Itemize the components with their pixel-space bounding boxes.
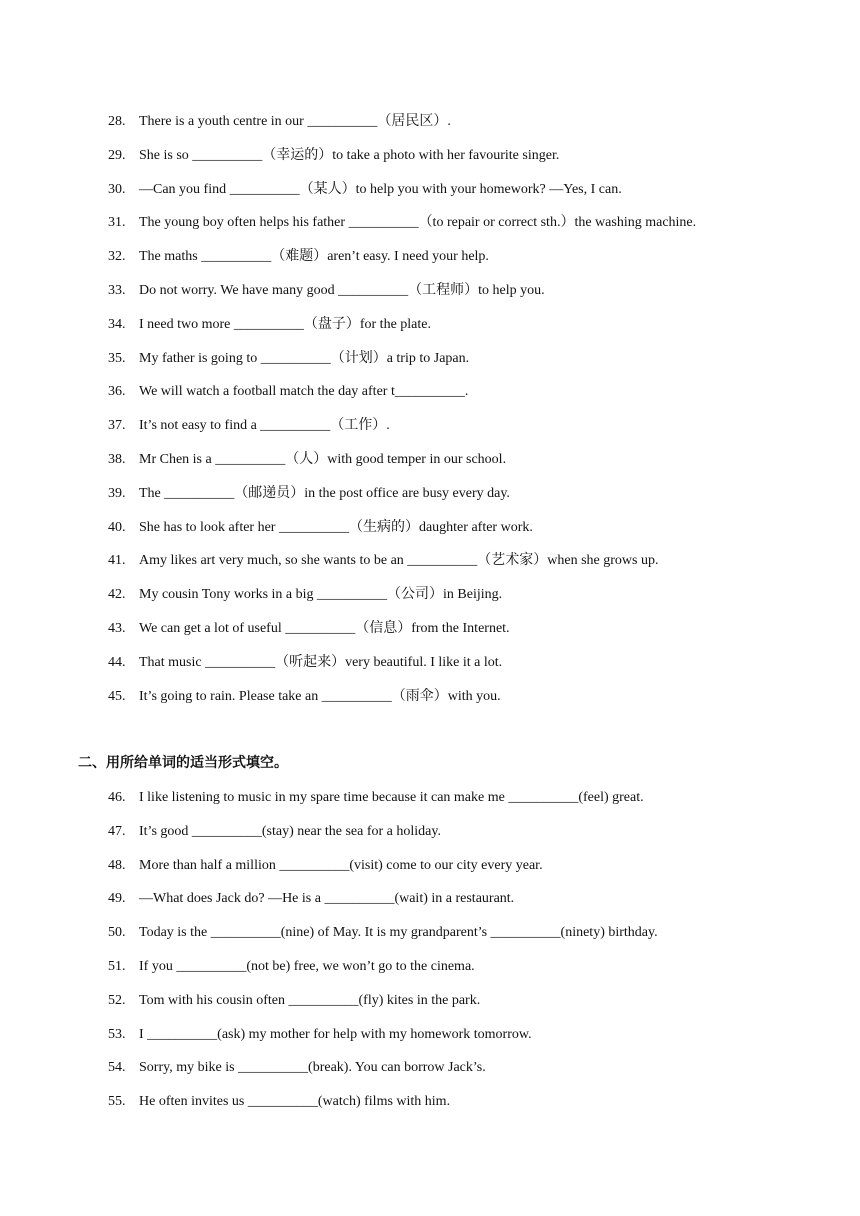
question-item (0, 380, 860, 414)
question-number: 31. (108, 215, 126, 231)
question-number: 38. (108, 451, 126, 467)
question-item (0, 989, 860, 1023)
question-text: Mr Chen is a __________（人）with good temper in our school. (139, 451, 507, 467)
question-number: 49. (108, 891, 126, 907)
question-number: 53. (108, 1026, 126, 1042)
question-number: 28. (108, 114, 126, 129)
question-text: I need two more __________（盘子）for the plate. (139, 316, 431, 332)
question-item (0, 921, 860, 955)
question-text: If you __________(not be) free, we won’t go to the cinema. (139, 958, 475, 974)
question-item (0, 1023, 860, 1057)
question-item (0, 549, 860, 583)
question-text: The maths __________（难题）aren’t easy. I need your help. (139, 249, 489, 265)
question-item (0, 1090, 860, 1124)
question-item (0, 516, 860, 550)
question-text: She has to look after her __________（生病的）daughter after work. (139, 519, 533, 535)
question-item (0, 1056, 860, 1090)
question-text: The __________（邮递员）in the post office are busy every day. (139, 485, 510, 501)
question-number: 33. (108, 282, 126, 298)
question-number: 55. (108, 1094, 126, 1110)
question-text: He often invites us __________(watch) films with him. (139, 1094, 451, 1110)
question-text: Sorry, my bike is __________(break). You can borrow Jack’s. (139, 1060, 486, 1076)
question-item (0, 347, 860, 381)
question-list-part1 (0, 110, 860, 718)
question-text: Do not worry. We have many good __________（工程师）to help you. (139, 282, 545, 298)
question-item (0, 414, 860, 448)
question-number: 42. (108, 587, 126, 603)
question-number: 43. (108, 620, 126, 636)
question-number: 30. (108, 181, 126, 197)
question-list-part2 (0, 786, 860, 1124)
question-text: More than half a million __________(visit) come to our city every year. (139, 857, 543, 873)
question-text: I like listening to music in my spare time because it can make me __________(feel) great. (139, 790, 644, 805)
question-item (0, 178, 860, 212)
question-text: It’s not easy to find a __________（工作）. (139, 418, 390, 434)
section-title: 二、用所给单词的适当形式填空。 (78, 755, 288, 771)
question-item (0, 617, 860, 651)
question-number: 40. (108, 519, 126, 535)
question-text: We can get a lot of useful __________（信息）from the Internet. (139, 620, 510, 636)
question-text: The young boy often helps his father __________（to repair or correct sth.）the washing machine. (139, 215, 697, 231)
question-number: 36. (108, 384, 126, 400)
question-number: 34. (108, 316, 126, 332)
question-number: 29. (108, 147, 126, 163)
question-text: My father is going to __________（计划）a trip to Japan. (139, 350, 470, 366)
question-item (0, 211, 860, 245)
question-number: 52. (108, 992, 126, 1008)
question-item (0, 685, 860, 719)
question-text: —Can you find __________（某人）to help you with your homework? —Yes, I can. (139, 181, 622, 197)
question-number: 54. (108, 1060, 126, 1076)
question-item (0, 786, 860, 820)
question-item (0, 313, 860, 347)
question-text: It’s going to rain. Please take an __________（雨伞）with you. (139, 688, 501, 704)
question-number: 50. (108, 925, 126, 941)
question-number: 47. (108, 823, 126, 839)
question-number: 44. (108, 654, 126, 670)
question-item (0, 110, 860, 144)
question-item (0, 955, 860, 989)
question-number: 46. (108, 790, 126, 805)
question-number: 48. (108, 857, 126, 873)
question-number: 35. (108, 350, 126, 366)
question-item (0, 651, 860, 685)
question-item (0, 583, 860, 617)
question-number: 45. (108, 688, 126, 704)
question-item (0, 144, 860, 178)
question-text: There is a youth centre in our __________（居民区）. (139, 114, 451, 129)
question-text: We will watch a football match the day after t__________. (139, 384, 469, 400)
question-text: Today is the __________(nine) of May. It is my grandparent’s __________(ninety) birthday. (139, 925, 658, 941)
question-text: She is so __________（幸运的）to take a photo with her favourite singer. (139, 147, 560, 163)
question-item (0, 448, 860, 482)
question-text: I __________(ask) my mother for help with my homework tomorrow. (139, 1026, 532, 1042)
question-item (0, 820, 860, 854)
question-text: My cousin Tony works in a big __________（公司）in Beijing. (139, 587, 503, 603)
question-text: —What does Jack do? —He is a __________(wait) in a restaurant. (139, 891, 515, 907)
question-item (0, 854, 860, 888)
question-number: 39. (108, 485, 126, 501)
question-number: 51. (108, 958, 126, 974)
question-item (0, 482, 860, 516)
question-number: 41. (108, 553, 126, 569)
question-item (0, 279, 860, 313)
question-item (0, 245, 860, 279)
question-item (0, 887, 860, 921)
question-number: 37. (108, 418, 126, 434)
question-text: It’s good __________(stay) near the sea for a holiday. (139, 823, 441, 839)
question-text: That music __________（听起来）very beautiful. I like it a lot. (139, 654, 503, 670)
question-text: Tom with his cousin often __________(fly) kites in the park. (139, 992, 481, 1008)
question-text: Amy likes art very much, so she wants to be an __________（艺术家）when she grows up. (139, 553, 659, 569)
question-number: 32. (108, 249, 126, 265)
